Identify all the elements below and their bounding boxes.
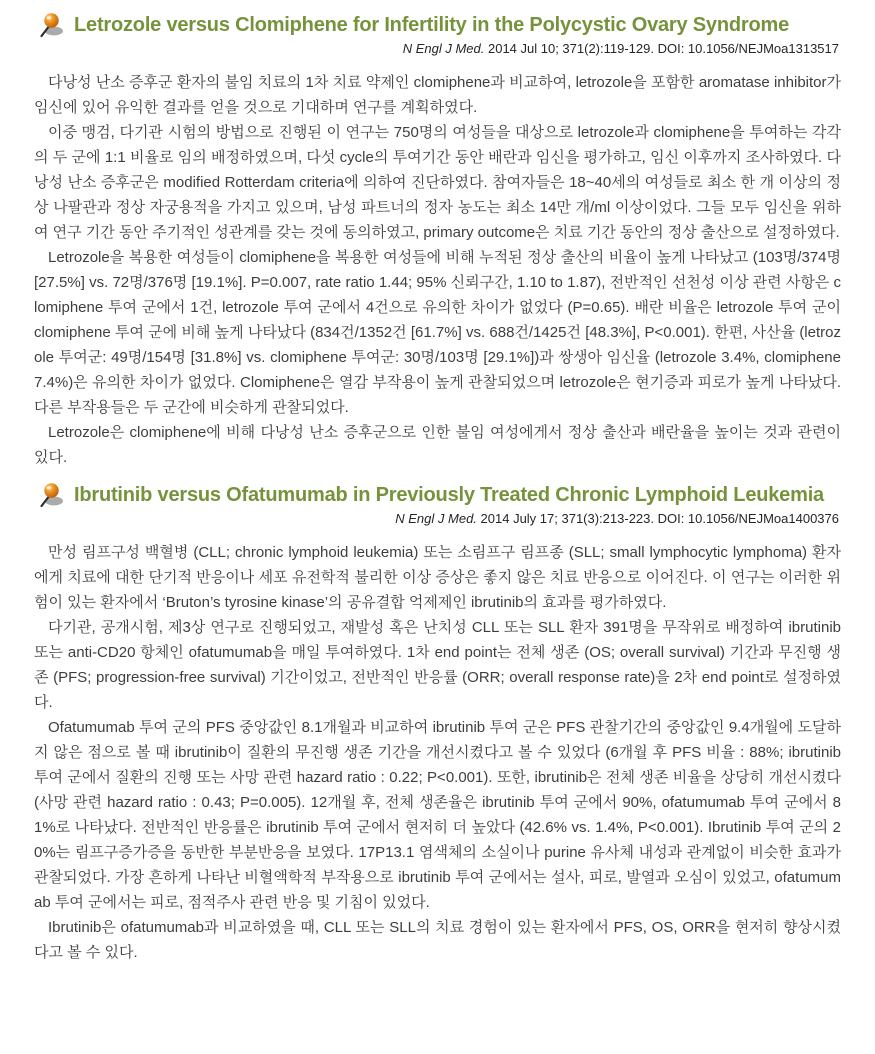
journal-name: N Engl J Med.: [402, 41, 485, 56]
pushpin-icon: [38, 12, 65, 39]
article-body: [34, 540, 841, 965]
paragraph: Ofatumumab 투여 군의 PFS 중앙값인 8.1개월과 비교하여 ibrutinib 투여 군은 PFS 관찰기간의 중앙값인 9.4개월에 도달하지 않은 점으로 볼 때 ibrutinib이 질환의 무진행 생존 기간을 개선시켰다고 볼 수 있었다 (6개월 후 PFS 비율 : 88%; ibrutinib 투여 군에서 질환의 진행 또는 사망 관련 hazard ratio : 0.22; P<0.001). 또한, ibrutinib은 전체 생존 비율을 상당히 개선시켰다 (사망 관련 hazard ratio : 0.43; P=0.005). 12개월 후, 전체 생존율은 ibrutinib 투여 군에서 90%, ofatumumab 투여 군에서 81%로 나타났다. 전반적인 반응률은 ibrutinib 투여 군에서 현저히 더 높았다 (42.6% vs. 1.4%, P<0.001). Ibrutinib 투여 군의 20%는 림프구증가증을 동반한 부분반응을 보였다. 17P13.1 염색체의 소실이나 purine 유사체 내성과 관계없이 비슷한 효과가 관찰되었다. 가장 흔하게 나타난 비혈액학적 부작용으로 ibrutinib 투여 군에서는 설사, 피로, 발열과 오심이 있었고, ofatumumab 투여 군에서는 피로, 점적주사 관련 반응 및 기침이 있었다.: [34, 719, 841, 911]
article-body: [34, 70, 841, 470]
paragraph: 다낭성 난소 증후군 환자의 불임 치료의 1차 치료 약제인 clomiphene과 비교하여, letrozole을 포함한 aromatase inhibitor가 임신에 있어 유익한 결과를 얻을 것으로 기대하며 연구를 계획하였다.: [34, 74, 841, 116]
article-title: Ibrutinib versus Ofatumumab in Previously Treated Chronic Lymphoid Leukemia: [74, 484, 824, 506]
paragraph: Ibrutinib은 ofatumumab과 비교하였을 때, CLL 또는 SLL의 치료 경험이 있는 환자에서 PFS, OS, ORR을 현저히 향상시켰다고 볼 수 있다.: [34, 919, 841, 961]
paragraph: 만성 림프구성 백혈병 (CLL; chronic lymphoid leukemia) 또는 소림프구 림프종 (SLL; small lymphocytic lymphoma) 환자에게 치료에 대한 단기적 반응이나 세포 유전학적 불리한 이상 증상은 좋지 않은 치료 반응으로 이어진다. 이 연구는 이러한 위험이 있는 환자에서 ‘Bruton’s tyrosine kinase’의 공유결합 억제제인 ibrutinib의 효과를 평가하였다.: [34, 544, 841, 611]
citation: [34, 511, 841, 526]
citation-details: 2014 July 17; 371(3):213-223. DOI: 10.1056/NEJMoa1400376: [476, 511, 839, 526]
article-heading: [34, 482, 841, 509]
paragraph: Letrozole은 clomiphene에 비해 다낭성 난소 증후군으로 인한 불임 여성에게서 정상 출산과 배란율을 높이는 것과 관련이 있다.: [34, 424, 841, 466]
paragraph: 이중 맹검, 다기관 시험의 방법으로 진행된 이 연구는 750명의 여성들을 대상으로 letrozole과 clomiphene을 투여하는 각각의 두 군에 1:1 비율로 임의 배정하였으며, 다섯 cycle의 투여기간 동안 배란과 임신을 평가하고, 임신 이후까지 조사하였다. 다낭성 난소 증후군은 modified Rotterdam criteria에 의하여 진단하였다. 참여자들은 18~40세의 여성들로 최소 한 개 이상의 정상 나팔관과 정상 자궁용적을 가지고 있으며, 남성 파트너의 정자 농도는 최소 14만 개/ml 이상이었다. 그들 모두 임신을 위하여 연구 기간 동안 주기적인 성관계를 갖는 것에 동의하였고, primary outcome은 치료 기간 동안의 정상 출산으로 설정하였다.: [34, 124, 841, 241]
citation: [34, 41, 841, 56]
paragraph: Letrozole을 복용한 여성들이 clomiphene을 복용한 여성들에 비해 누적된 정상 출산의 비율이 높게 나타났고 (103명/374명 [27.5%] vs. 72명/376명 [19.1%]. P=0.007, rate ratio 1.44; 95% 신뢰구간, 1.10 to 1.87), 전반적인 선천성 이상 관련 사항은 clomiphene 투여 군에서 1건, letrozole 투여 군에서 4건으로 유의한 차이가 없었다 (P=0.65). 배란 비율은 letrozole 투여 군이 clomiphene 투여 군에 비해 높게 나타났다 (834건/1352건 [61.7%] vs. 688건/1425건 [48.3%], P<0.001). 한편, 사산율 (letrozole 투여군: 49명/154명 [31.8%] vs. clomiphene 투여군: 30명/103명 [29.1%])과 쌍생아 임신율 (letrozole 3.4%, clomiphene 7.4%)은 유의한 차이가 없었다. Clomiphene은 열감 부작용이 높게 관찰되었으며 letrozole은 현기증과 피로가 높게 나타났다. 다른 부작용들은 두 군간에 비슷하게 관찰되었다.: [34, 249, 841, 416]
pushpin-icon: [38, 482, 65, 509]
citation-details: 2014 Jul 10; 371(2):119-129. DOI: 10.1056/NEJMoa1313517: [484, 41, 839, 56]
article-title: Letrozole versus Clomiphene for Infertility in the Polycystic Ovary Syndrome: [74, 14, 789, 36]
article-section-ibrutinib: [34, 482, 841, 965]
paragraph: 다기관, 공개시험, 제3상 연구로 진행되었고, 재발성 혹은 난치성 CLL 또는 SLL 환자 391명을 무작위로 배정하여 ibrutinib 또는 anti-CD20 항체인 ofatumumab을 매일 투여하였다. 1차 end point는 전체 생존 (OS; overall survival) 기간과 무진행 생존 (PFS; progression-free survival) 기간이었고, 전반적인 반응률 (ORR; overall response rate)을 2차 end point로 설정하였다.: [34, 619, 841, 711]
article-section-letrozole: [34, 12, 841, 470]
journal-name: N Engl J Med.: [395, 511, 477, 526]
article-heading: [34, 12, 841, 39]
